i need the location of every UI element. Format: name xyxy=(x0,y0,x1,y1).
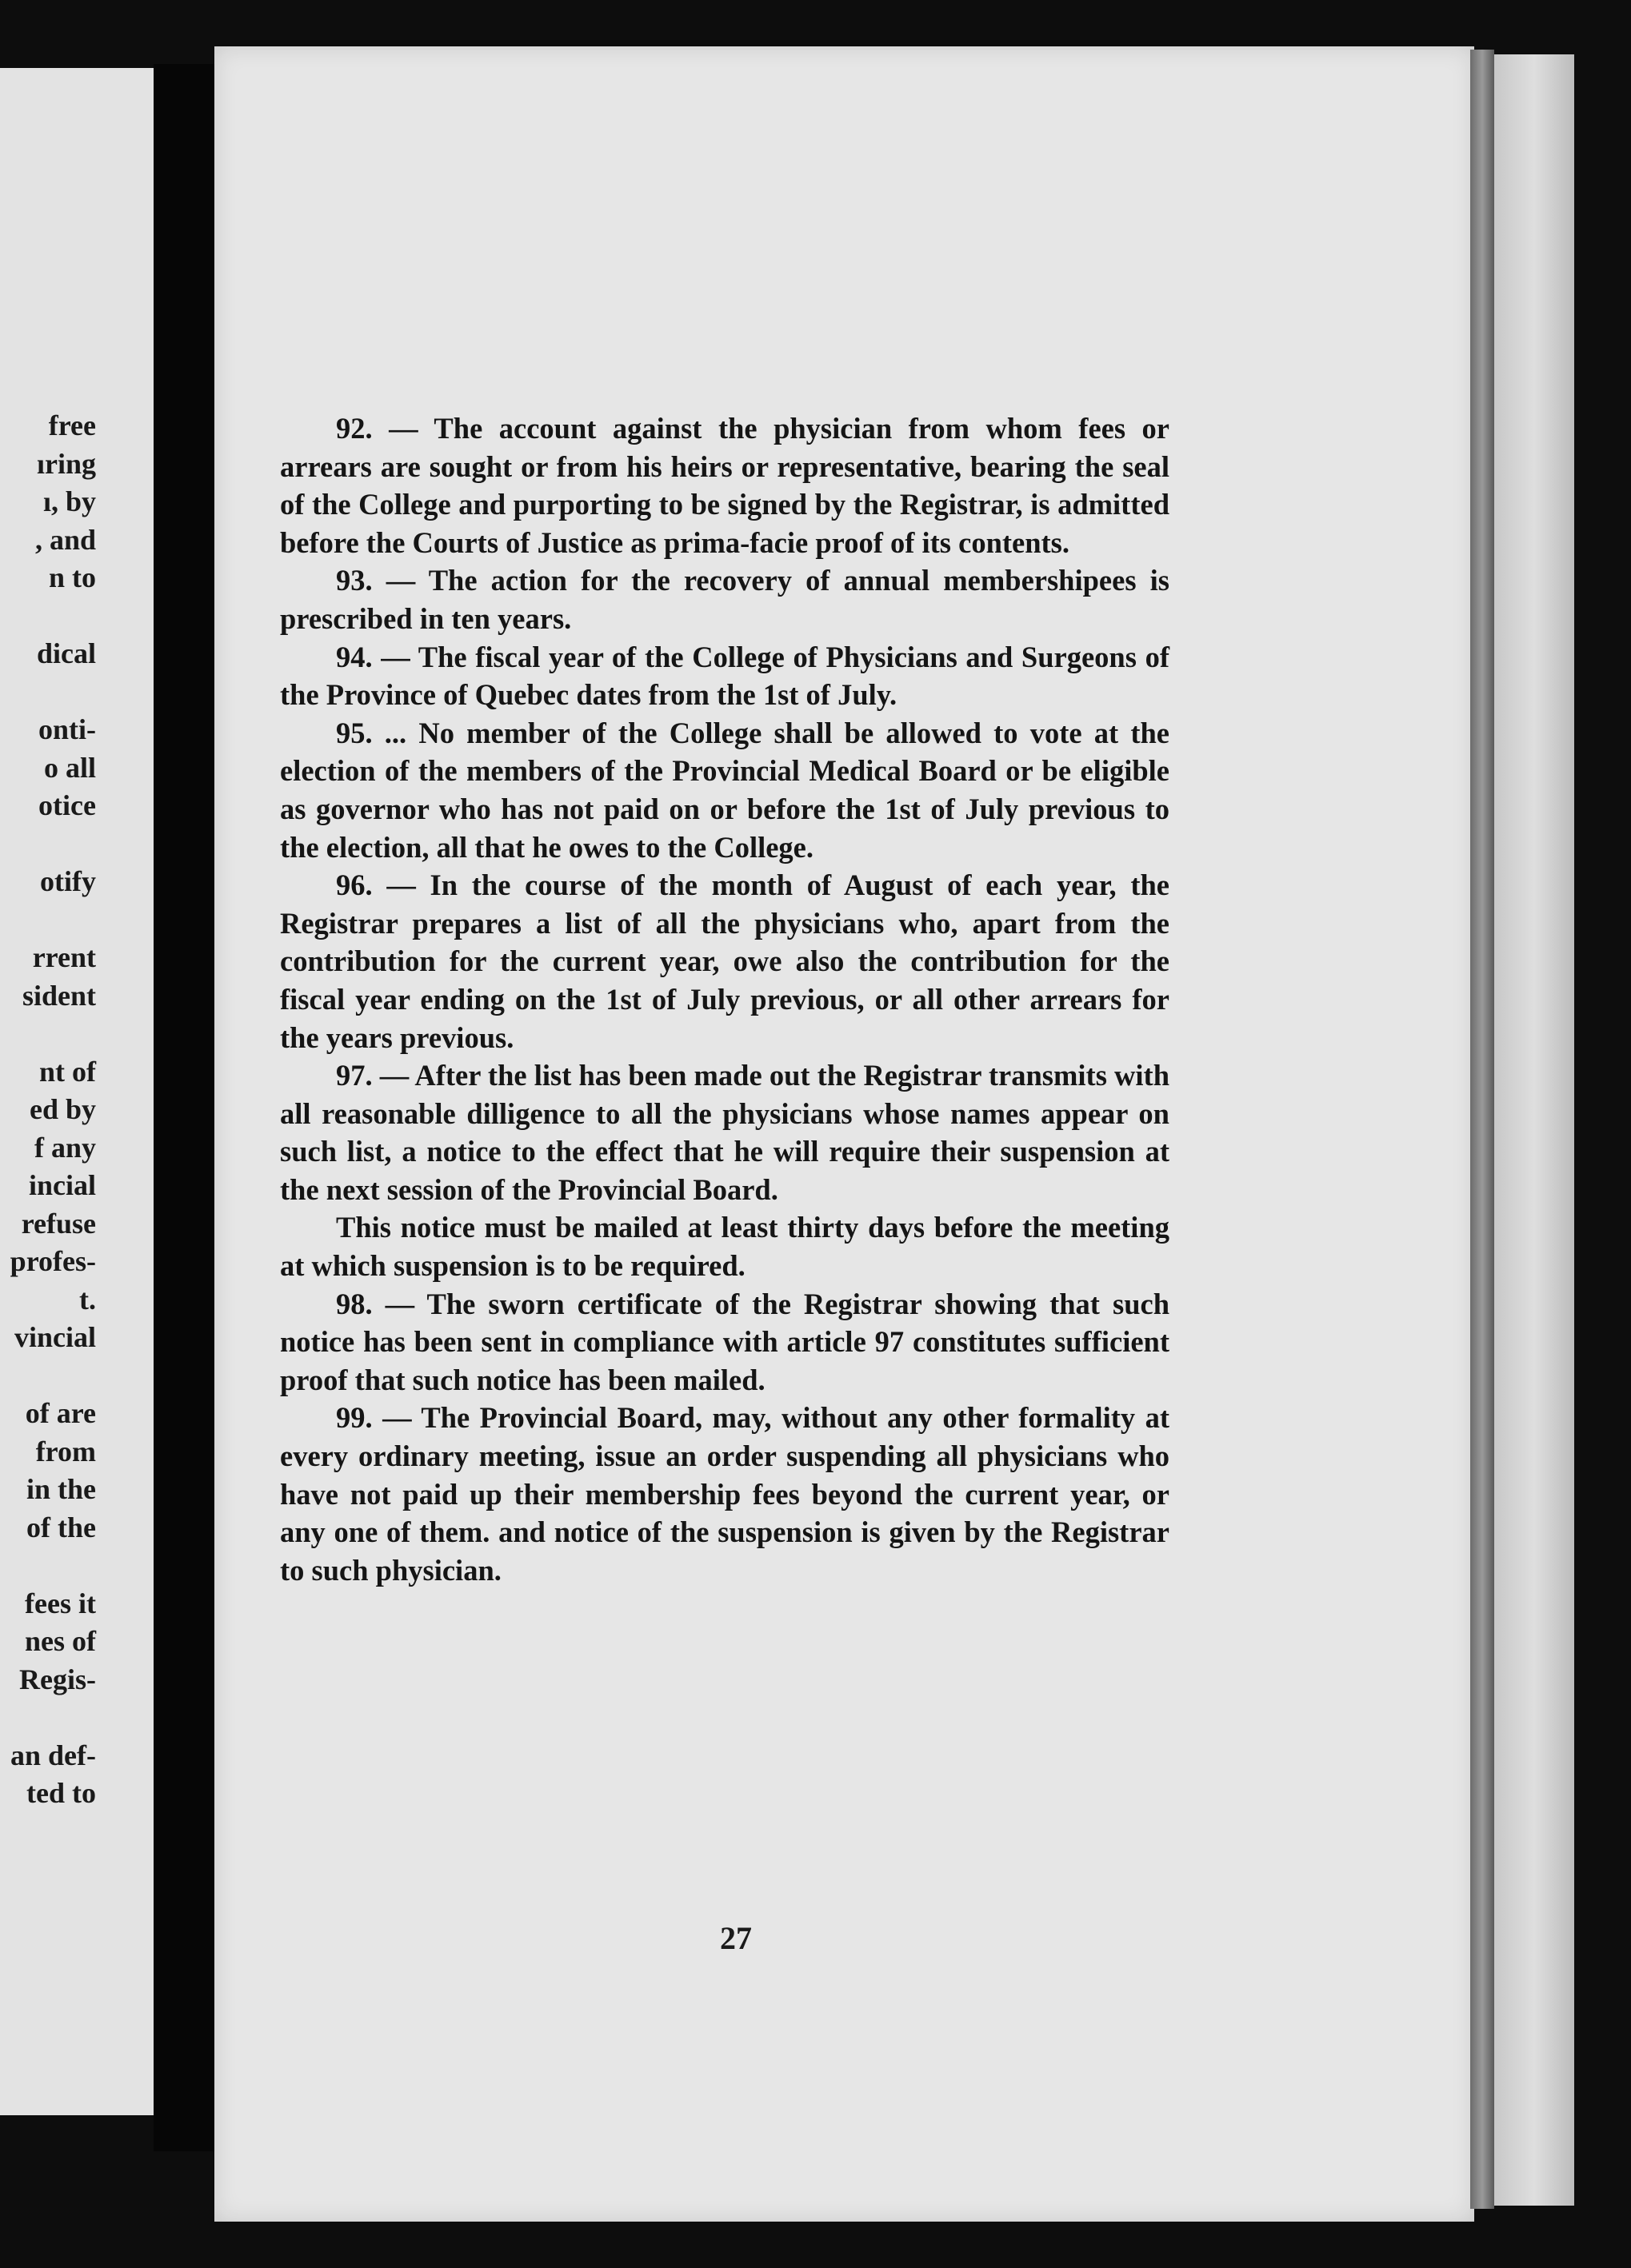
facing-page-line: from xyxy=(35,1435,96,1467)
facing-page-line: ı, by xyxy=(42,485,96,517)
facing-page-line: Regis- xyxy=(19,1663,96,1695)
paragraph-97: 97. — After the list has been made out the Registrar transmits with all reasonable dilligence to all the physicians whose names appear on such list, a notice to the effect that he will require their suspension at the next session of the Provincial Board. xyxy=(280,1059,1169,1206)
facing-page-line xyxy=(0,597,154,636)
facing-page-line: dical xyxy=(36,637,96,669)
facing-page-line: an def- xyxy=(10,1739,96,1771)
facing-page-line: free xyxy=(48,409,96,441)
facing-page-line xyxy=(0,1547,154,1585)
facing-page-line: in the xyxy=(26,1473,96,1505)
facing-page-line: nes of xyxy=(25,1625,96,1657)
facing-page-line: ed by xyxy=(29,1093,96,1125)
facing-page-line: o all xyxy=(43,751,96,784)
facing-page-line xyxy=(0,1015,154,1053)
paragraph-97-notice: This notice must be mailed at least thirty days before the meeting at which suspension is to be required. xyxy=(280,1211,1169,1283)
facing-page-line: onti- xyxy=(38,713,96,745)
book-spine xyxy=(154,64,218,2151)
facing-page-line: incial xyxy=(28,1169,96,1201)
facing-page-line xyxy=(0,1699,154,1737)
facing-page-line: refuse xyxy=(21,1207,96,1240)
page-edge-stack xyxy=(1494,54,1574,2206)
facing-page-line xyxy=(0,825,154,864)
facing-page-line: of are xyxy=(25,1397,96,1429)
facing-page-line: fees it xyxy=(25,1587,96,1619)
paragraph-92: 92. — The account against the physician from whom fees or arrears are sought or from his heirs or representative, bearing the seal of the College and purporting to be signed by the Registrar, is admitted before the Courts of Justice as prima-facie proof of its contents. xyxy=(280,412,1169,559)
facing-page-line: otice xyxy=(38,789,96,821)
facing-page-line: ted to xyxy=(26,1777,96,1809)
facing-page xyxy=(0,68,154,2115)
facing-page-line: sident xyxy=(22,979,96,1012)
facing-page-line xyxy=(0,673,154,712)
facing-page-line: otify xyxy=(40,865,96,897)
facing-page-line: n to xyxy=(48,561,96,593)
facing-page-line: vincial xyxy=(14,1321,96,1353)
facing-page-line: of the xyxy=(26,1511,96,1543)
facing-page-line: rrent xyxy=(32,941,96,973)
facing-page-line: profes- xyxy=(10,1245,96,1277)
page-edge xyxy=(1470,50,1494,2209)
facing-page-line xyxy=(0,901,154,940)
facing-page-text xyxy=(0,407,154,1813)
paragraph-95: 95. ... No member of the College shall be allowed to vote at the election of the members of the Provincial Medical Board or be eligible as governor who has not paid on or before the 1st of July previous to the election, all that he owes to the College. xyxy=(280,716,1169,864)
facing-page-line: nt of xyxy=(39,1055,96,1088)
paragraph-98: 98. — The sworn certificate of the Registrar showing that such notice has been sent in compliance with article 97 constitutes sufficient proof that such notice has been mailed. xyxy=(280,1287,1169,1396)
paragraph-99: 99. — The Provincial Board, may, without any other formality at every ordinary meeting, issue an order suspending all physicians who have not paid up their membership fees beyond the current year, or any one of them. and notice of the suspension is given by the Registrar to such physician. xyxy=(280,1401,1169,1587)
body-text xyxy=(280,409,1169,1589)
facing-page-line: f any xyxy=(34,1131,96,1164)
page-number: 27 xyxy=(720,1920,752,1956)
paragraph-93: 93. — The action for the recovery of annual membershipees is prescribed in ten years. xyxy=(280,564,1169,635)
facing-page-line: , and xyxy=(34,523,96,556)
paragraph-94: 94. — The fiscal year of the College of Physicians and Surgeons of the Province of Quebec dates from the 1st of July. xyxy=(280,640,1169,712)
facing-page-line xyxy=(0,1357,154,1396)
paragraph-96: 96. — In the course of the month of August of each year, the Registrar prepares a list of all the physicians who, apart from the contribution for the current year, owe also the contribution for the fiscal year ending on the 1st of July previous, or all other arrears for the years previous. xyxy=(280,868,1169,1054)
facing-page-line: t. xyxy=(79,1283,96,1316)
facing-page-line: ıring xyxy=(36,447,96,480)
